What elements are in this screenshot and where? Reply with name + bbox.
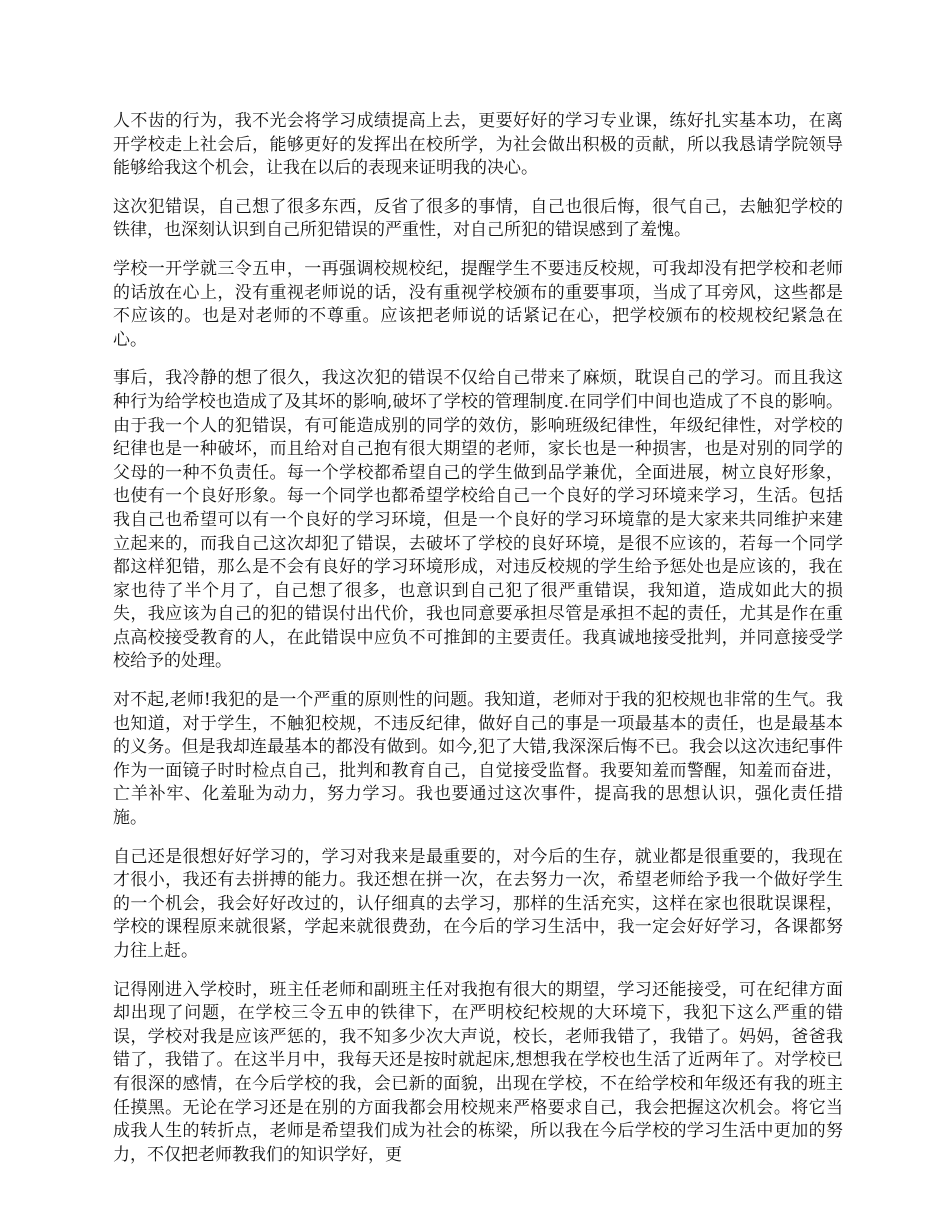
document-page bbox=[113, 110, 843, 1182]
paragraph-5: 对不起,老师!我犯的是一个严重的原则性的问题。我知道，老师对于我的犯校规也非常的生气。我也知道，对于学生，不触犯校规，不违反纪律，做好自己的事是一项最基本的责任，也是最基本的义务。但是我却连最基本的都没有做到。如今,犯了大错,我深深后悔不已。我会以这次违纪事件作为一面镜子时时检点自己，批判和教育自己，自觉接受监督。我要知羞而警醒，知羞而奋进，亡羊补牢、化羞耻为动力，努力学习。我也要通过这次事件，提高我的思想认识，强化责任措施。 bbox=[113, 690, 843, 829]
paragraph-7: 记得刚进入学校时，班主任老师和副班主任对我抱有很大的期望，学习还能接受，可在纪律方面却出现了问题，在学校三令五申的铁律下，在严明校纪校规的大环境下，我犯下这么严重的错误，学校对我是应该严惩的，我不知多少次大声说，校长，老师我错了，我错了。妈妈，爸爸我错了，我错了。在这半月中，我每天还是按时就起床,想想我在学校也生活了近两年了。对学校已有很深的感情，在今后学校的我，会已新的面貌，出现在学校，不在给学校和年级还有我的班主任摸黑。无论在学习还是在别的方面我都会用校规来严格要求自己，我会把握这次机会。将它当成我人生的转折点，老师是希望我们成为社会的栋梁，所以我在今后学校的学习生活中更加的努力，不仅把老师教我们的知识学好，更 bbox=[113, 979, 843, 1165]
paragraph-4: 事后，我冷静的想了很久，我这次犯的错误不仅给自己带来了麻烦，耽误自己的学习。而且我这种行为给学校也造成了及其坏的影响,破坏了学校的管理制度.在同学们中间也造成了不良的影响。由于我一个人的犯错误，有可能造成别的同学的效仿，影响班级纪律性，年级纪律性，对学校的纪律也是一种破坏，而且给对自己抱有很大期望的老师，家长也是一种损害，也是对别的同学的父母的一种不负责任。每一个学校都希望自己的学生做到品学兼优，全面进展，树立良好形象，也使有一个良好形象。每一个同学也都希望学校给自己一个良好的学习环境来学习，生活。包括我自己也希望可以有一个良好的学习环境，但是一个良好的学习环境靠的是大家来共同维护来建立起来的，而我自己这次却犯了错误，去破坏了学校的良好环境，是很不应该的，若每一个同学都这样犯错，那么是不会有良好的学习环境形成，对违反校规的学生给予惩处也是应该的，我在家也待了半个月了，自己想了很多，也意识到自己犯了很严重错误，我知道，造成如此大的损失，我应该为自己的犯的错误付出代价，我也同意要承担尽管是承担不起的责任，尤其是作在重点高校接受教育的人，在此错误中应负不可推卸的主要责任。我真诚地接受批判，并同意接受学校给予的处理。 bbox=[113, 368, 843, 672]
paragraph-3: 学校一开学就三令五申，一再强调校规校纪，提醒学生不要违反校规，可我却没有把学校和老师的话放在心上，没有重视老师说的话，没有重视学校颁布的重要事项，当成了耳旁风，这些都是不应该的。也是对老师的不尊重。应该把老师说的话紧记在心，把学校颁布的校规校纪紧急在心。 bbox=[113, 258, 843, 350]
paragraph-6: 自己还是很想好好学习的，学习对我来是最重要的，对今后的生存，就业都是很重要的，我现在才很小，我还有去拼搏的能力。我还想在拼一次，在去努力一次，希望老师给予我一个做好学生的一个机会，我会好好改过的，认仔细真的去学习，那样的生活充实，这样在家也很耽误课程，学校的课程原来就很紧，学起来就很费劲，在今后的学习生活中，我一定会好好学习，各课都努力往上赶。 bbox=[113, 846, 843, 961]
paragraph-2: 这次犯错误，自己想了很多东西，反省了很多的事情，自己也很后悔，很气自己，去触犯学校的铁律，也深刻认识到自己所犯错误的严重性，对自己所犯的错误感到了羞愧。 bbox=[113, 196, 843, 241]
paragraph-1: 人不齿的行为，我不光会将学习成绩提高上去，更要好好的学习专业课，练好扎实基本功，在离开学校走上社会后，能够更好的发挥出在校所学，为社会做出积极的贡献，所以我恳请学院领导能够给我这个机会，让我在以后的表现来证明我的决心。 bbox=[113, 111, 843, 179]
